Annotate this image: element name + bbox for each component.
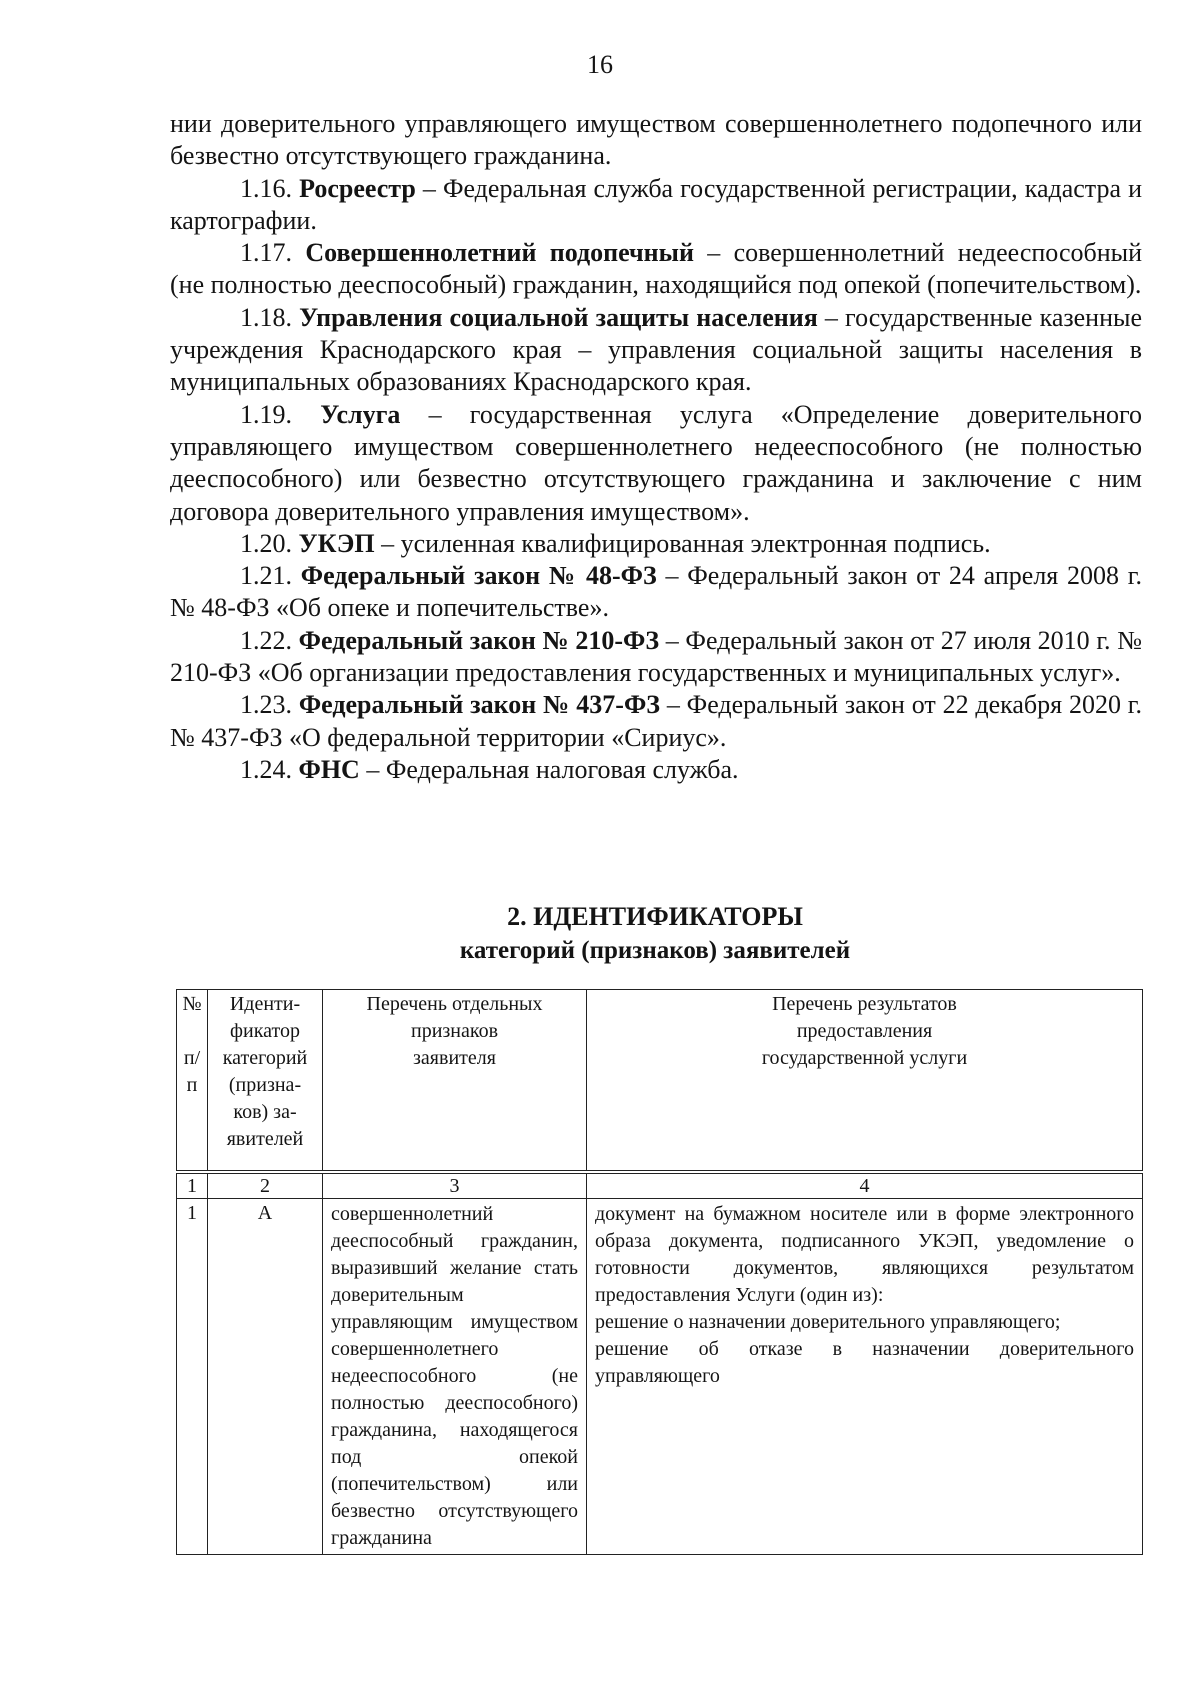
header-line: ков) за- [233, 1101, 297, 1123]
definition-paragraph [170, 302, 1142, 399]
defined-term: Управления социальной защиты населения [299, 302, 818, 332]
column-number: 2 [208, 1172, 323, 1199]
definition-text: 1.20. [240, 528, 299, 558]
defined-term: Росреестр [299, 173, 416, 203]
definition-text: – Федеральная налоговая служба. [359, 754, 739, 784]
header-line: Перечень отдельных [366, 993, 543, 1015]
header-col-identifier [208, 990, 323, 1173]
definition-text: 1.21. [240, 561, 301, 591]
header-line: признаков [410, 1020, 499, 1042]
definition-text: 1.19. [240, 399, 321, 429]
definition-text: 1.17. [240, 238, 306, 268]
header-line: № [182, 993, 202, 1015]
defined-term: Совершеннолетний подопечный [305, 238, 694, 268]
header-line: заявителя [413, 1047, 496, 1069]
definition-text: нии доверительного управляющего имуществом совершеннолетнего подопечного или безвестно отсутствующего гражданина. [170, 109, 1142, 171]
identifiers-table [176, 989, 1143, 1555]
definition-paragraph [170, 560, 1142, 625]
header-line: фикатор [230, 1020, 300, 1042]
header-line [181, 1018, 203, 1045]
definition-text: – государственные казенные учреждения Краснодарского края – управления социальной защиты населения в муниципальных образованиях Краснодарского края. [170, 302, 1143, 397]
header-line: п [186, 1074, 198, 1096]
header-line: категорий [222, 1047, 308, 1069]
definition-paragraph [170, 237, 1142, 302]
definition-paragraph [170, 399, 1142, 528]
definition-text: 1.18. [240, 302, 300, 332]
definition-text: 1.23. [240, 690, 299, 720]
header-line: Иденти- [229, 993, 301, 1015]
definition-text: – Федеральный закон от 27 июля 2010 г. № 210-ФЗ «Об организации предоставления государственных и муниципальных услуг». [170, 625, 1143, 688]
row-results [587, 1199, 1143, 1555]
definition-text: – Федеральный закон от 22 декабря 2020 г. № 437-ФЗ «О федеральной территории «Сириус». [170, 690, 1142, 752]
definition-text: – совершеннолетний недееспособный (не полностью дееспособный) гражданин, находящийся под опекой (попечительством). [170, 238, 1143, 300]
definition-text: – Федеральная служба государственной регистрации, кадастра и картографии. [170, 173, 1143, 235]
definition-text: – Федеральный закон от 24 апреля 2008 г. № 48-ФЗ «Об опеке и попечительстве». [170, 561, 1143, 623]
header-line: (призна- [228, 1074, 302, 1096]
definition-paragraph [170, 108, 1142, 173]
column-number: 3 [323, 1172, 587, 1199]
result-item: решение об отказе в назначении доверительного управляющего [595, 1338, 1134, 1387]
definition-text: – государственная услуга «Определение доверительного управляющего имуществом совершеннолетнего недееспособного (не полностью дееспособного) или безвестно отсутствующего гражданина и заключение с ним договора доверительного управления имуществом». [170, 399, 1143, 526]
definition-paragraph [170, 625, 1142, 690]
header-line: Перечень результатов [772, 993, 957, 1015]
definition-paragraph [170, 173, 1142, 238]
header-col-features [323, 990, 587, 1173]
header-line: явителей [226, 1128, 304, 1150]
defined-term: Федеральный закон № 210-ФЗ [298, 625, 660, 655]
table-row [177, 1199, 1143, 1555]
defined-term: Федеральный закон № 437-ФЗ [298, 690, 661, 720]
column-number: 4 [587, 1172, 1143, 1199]
section-title: 2. ИДЕНТИФИКАТОРЫ [507, 902, 803, 931]
header-line: предоставления [796, 1020, 933, 1042]
defined-term: УКЭП [298, 528, 375, 558]
row-identifier: А [208, 1199, 323, 1555]
definitions-text [170, 108, 1142, 786]
section-subtitle: категорий (признаков) заявителей [459, 937, 851, 964]
defined-term: Федеральный закон № 48-ФЗ [300, 561, 657, 591]
definition-paragraph [170, 528, 1142, 560]
page-number: 16 [587, 50, 613, 79]
table-header-row [177, 990, 1143, 1173]
row-number: 1 [177, 1199, 208, 1555]
result-item: документ на бумажном носителе или в форме электронного образа документа, подписанного УКЭП, уведомление о готовности документов, являющихся результатом предоставления Услуги (один из): [595, 1203, 1134, 1306]
result-item: решение о назначении доверительного управляющего; [595, 1311, 1061, 1333]
row-features: совершеннолетний дееспособный гражданин, выразивший желание стать доверительным управляющим имуществом совершеннолетнего недееспособного (не полностью дееспособного) гражданина, находящегося под опекой (попечительством) или безвестно отсутствующего гражданина [323, 1199, 587, 1555]
definition-text: 1.22. [240, 625, 299, 655]
definition-text: – усиленная квалифицированная электронная подпись. [374, 528, 991, 558]
column-number: 1 [177, 1172, 208, 1199]
column-numbers-row [177, 1172, 1143, 1199]
definition-paragraph [170, 689, 1142, 754]
header-line: п/ [183, 1047, 201, 1069]
defined-term: Услуга [320, 399, 401, 429]
header-col-number [177, 990, 208, 1173]
defined-term: ФНС [298, 754, 360, 784]
header-col-results [587, 990, 1143, 1173]
definition-text: 1.16. [240, 173, 300, 203]
header-line: государственной услуги [761, 1047, 968, 1069]
definition-text: 1.24. [240, 754, 299, 784]
definition-paragraph [170, 754, 1142, 786]
